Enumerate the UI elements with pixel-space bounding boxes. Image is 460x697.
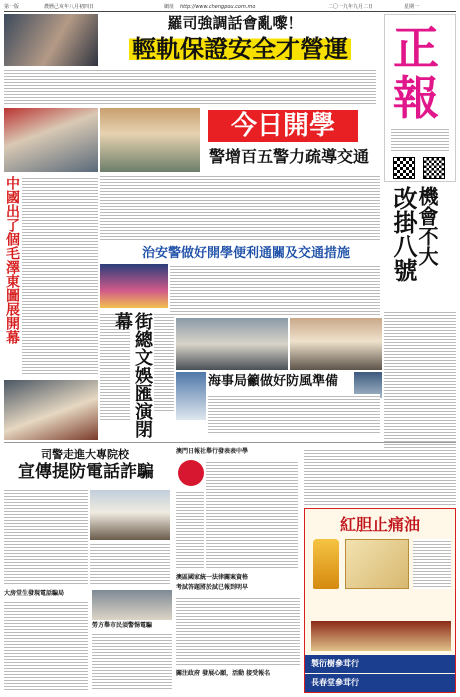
ad-text: [413, 539, 451, 589]
school-subheadline: 警增百五警力疏導交通: [208, 147, 369, 166]
police-school-kicker: 司警走進大專院校: [41, 448, 129, 461]
performance-photo: [100, 264, 168, 308]
marine-photo: [176, 372, 206, 420]
website-link[interactable]: http://www.chengpou.com.mo: [180, 4, 256, 10]
top-story-body: [4, 68, 376, 106]
marine-headline: 海事局籲做好防風準備: [208, 374, 339, 389]
crowd-photo-1: [176, 318, 288, 370]
police-school-body-2: [90, 542, 170, 584]
top-headline: [100, 34, 380, 64]
ad-product-box: [345, 539, 409, 589]
small-head-2: 大房堂生發現電話騙局: [4, 590, 65, 597]
top-photo-official: [4, 14, 98, 66]
small-photo: [92, 590, 172, 620]
police-school-body: [4, 488, 88, 586]
ad-company-2: 長春堂參茸行: [305, 674, 455, 692]
culture-body-2: [154, 312, 174, 412]
left-photo-stack: [4, 380, 98, 440]
small-body-2: [4, 600, 88, 690]
school-story-body: [100, 174, 380, 242]
qr-code[interactable]: [393, 157, 415, 179]
ad-product-bottle: [313, 539, 339, 589]
qr-code-2[interactable]: [423, 157, 445, 179]
masthead-bar: [4, 3, 456, 12]
small-head-3: 澳區國家統一法律關案資格: [176, 574, 249, 581]
school-banner-text: 今日開學: [230, 111, 335, 141]
logo-char-1: 正: [393, 21, 439, 75]
issue-date: 二〇一九年九月二日: [328, 4, 374, 10]
small-head-8: 關注政府 發展心願，活動 接受報名: [176, 670, 271, 677]
small-body-5: [92, 632, 172, 690]
logo-char-2: 報: [393, 71, 439, 125]
mid-body-1: [206, 460, 298, 570]
advertisement[interactable]: [304, 508, 456, 693]
small-head-1: 澳門日報社舉行發表表中學: [176, 448, 249, 455]
page-number: 第一版: [4, 4, 20, 10]
crowd-photo-2: [290, 318, 382, 370]
top-subheadline: 羅司強調話會亂嚟！: [167, 14, 303, 32]
school-banner: [208, 110, 358, 142]
police-traffic-body: [170, 264, 380, 316]
award-badge: [178, 460, 204, 486]
police-school-photo: [90, 490, 170, 540]
right-vertical-headline: 改掛八號: [389, 186, 418, 282]
website-label: 網址: [164, 4, 175, 10]
right-column-body: [384, 310, 456, 450]
top-headline-text: 輕軌保證安全才營運: [129, 34, 351, 63]
divider-mid: [4, 442, 456, 443]
marine-body: [208, 394, 380, 434]
exhibition-photo: [4, 108, 98, 172]
left-vertical-headline: 中國出了個毛澤東圖展開幕: [4, 176, 20, 344]
ad-store-photo: [311, 621, 451, 651]
police-traffic-headline: 治安警做好開學便利通關及交通措施: [141, 246, 350, 261]
ad-title: 紅胆止痛油: [339, 515, 420, 534]
logo-box: [384, 14, 456, 182]
police-school-headline: 宣傳提防電話詐騙: [18, 462, 154, 482]
left-article-body: [22, 176, 98, 376]
weekday: 星期一: [404, 4, 420, 10]
lunar-date: 農曆己亥年八月初四日: [44, 4, 95, 10]
small-head-4: 考試答題將於試已報到明早: [176, 584, 249, 591]
culture-headline: 街總文娛匯演閉幕: [112, 312, 153, 438]
small-head-5: 勞方舉市民須警惕電騙: [92, 622, 153, 629]
logo-info: [391, 127, 449, 153]
right-lower-body: [304, 448, 456, 506]
right-vertical-kicker: 機會不大: [415, 186, 439, 266]
mid-body-2: [176, 596, 300, 666]
school-photo: [100, 108, 200, 172]
ad-company-1: 製衍樹參茸行: [305, 655, 455, 673]
mid-body-1b: [176, 490, 204, 570]
